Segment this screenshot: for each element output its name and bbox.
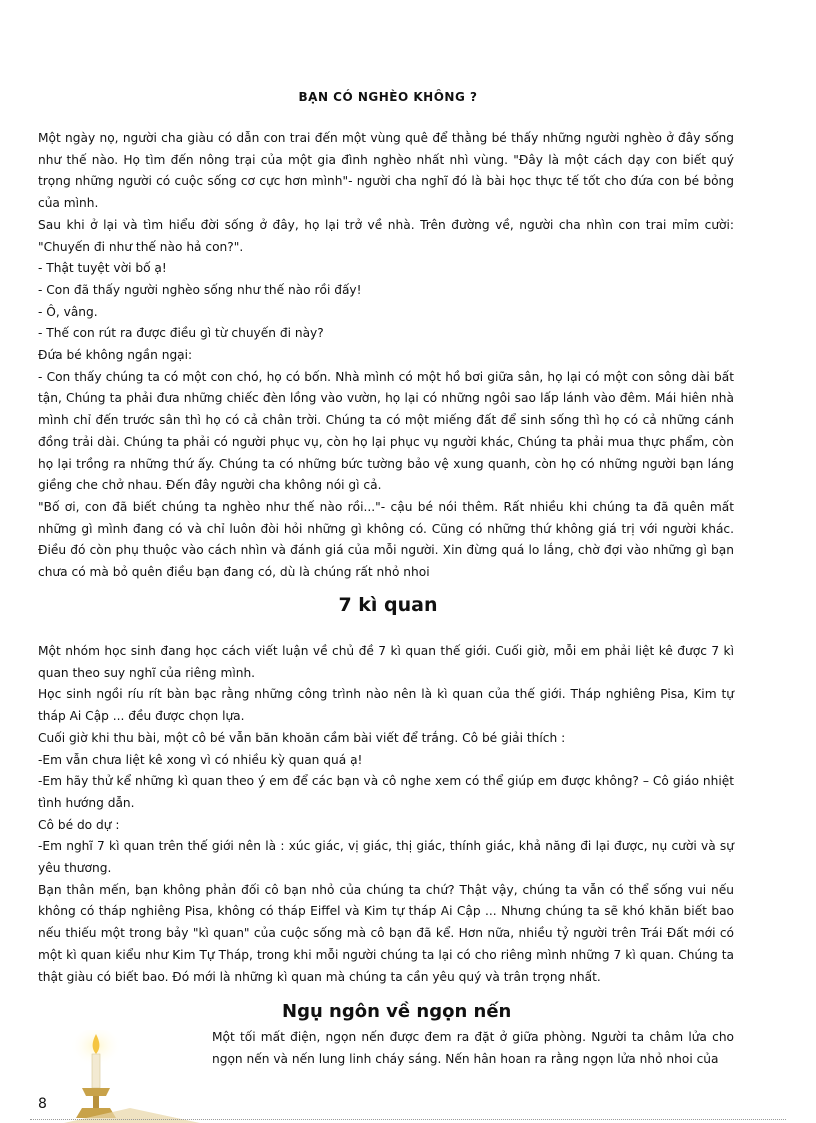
story2-paragraph: Cô bé do dự :	[38, 817, 120, 832]
story1-paragraph: Một ngày nọ, người cha giàu có dẫn con trai đến một vùng quê để thằng bé thấy những người nghèo ở đây sống như thế nào. Họ tìm đến nông trại của một gia đình nghèo nhất nhì vùng. "Đây là một cách dạy con biết quý trọng những người có cuộc sống cơ cực hơn mình"- người cha nghĩ đó là bài học thực tế tốt cho đứa con bé bỏng của mình.	[38, 131, 734, 211]
story2-paragraph: Cuối giờ khi thu bài, một cô bé vẫn băn khoăn cầm bài viết để trắng. Cô bé giải thích :	[38, 730, 566, 745]
footer-divider	[30, 1119, 786, 1120]
story1-paragraph: - Ô, vâng.	[38, 304, 98, 319]
story2-title: 7 kì quan	[338, 594, 438, 616]
story1-paragraph: - Con đã thấy người nghèo sống như thế nào rồi đấy!	[38, 282, 362, 297]
candle-holder-stem	[93, 1096, 99, 1108]
story3-paragraph: Một tối mất điện, ngọn nến được đem ra đặt ở giữa phòng. Người ta châm lửa cho ngọn nến và nến lung linh cháy sáng. Nến hân hoan ra rằng ngọn lửa nhỏ nhoi của	[212, 1030, 734, 1066]
story1-title: BẠN CÓ NGHÈO KHÔNG ?	[298, 90, 478, 104]
candle-holder-top	[82, 1088, 110, 1096]
story1-paragraph: - Thế con rút ra được điều gì từ chuyến đi này?	[38, 326, 324, 341]
story1-paragraph: Đứa bé không ngần ngại:	[38, 348, 193, 363]
story1-paragraph: - Thật tuyệt vời bố ạ!	[38, 261, 167, 276]
story1-paragraph: - Con thấy chúng ta có một con chó, họ có bốn. Nhà mình có một hồ bơi giữa sân, họ lại có một con sông dài bất tận, Chúng ta phải đưa những chiếc đèn lồng vào vườn, họ lại có những ngôi sao lấp lánh vào đêm. Mái hiên nhà mình chỉ đến trước sân thì họ có cả chân trời. Chúng ta có một miếng đất để sinh sống thì họ có cả những cánh đồng trải dài. Chúng ta phải có người phục vụ, còn họ lại phục vụ người khác, Chúng ta phải mua thực phẩm, còn họ lại trồng ra những thứ ấy. Chúng ta có những bức tường bảo vệ xung quanh, còn họ có những người bạn láng giềng che chở nhau. Đến đây người cha không nói gì cả.	[38, 369, 734, 493]
story1-body	[38, 128, 734, 584]
candle-stick	[92, 1054, 100, 1088]
story1-paragraph: "Bố ơi, con đã biết chúng ta nghèo như thế nào rồi..."- cậu bé nói thêm. Rất nhiều khi chúng ta đã quên mất những gì mình đang có và chỉ luôn đòi hỏi những gì không có. Cũng có những thứ không giá trị với người khác. Điều đó còn phụ thuộc vào cách nhìn và đánh giá của mỗi người. Xin đừng quá lo lắng, chờ đợi vào những gì bạn chưa có mà bỏ quên điều bạn đang có, dù là chúng rất nhỏ nhoi	[38, 499, 734, 580]
story2-paragraph: -Em vẫn chưa liệt kê xong vì có nhiều kỳ quan quá ạ!	[38, 752, 363, 767]
page-number: 8	[38, 1096, 47, 1112]
story2-paragraph: -Em hãy thử kể những kì quan theo ý em để các bạn và cô nghe xem có thể giúp em được không? – Cô giáo nhiệt tình hướng dẫn.	[38, 774, 734, 810]
story1-paragraph: Sau khi ở lại và tìm hiểu đời sống ở đây, họ lại trở về nhà. Trên đường về, người cha nhìn con trai mỉm cười: "Chuyến đi như thế nào hả con?".	[38, 217, 734, 254]
story2-body	[38, 641, 734, 988]
candle-illustration-icon	[60, 1030, 200, 1123]
story2-paragraph: Một nhóm học sinh đang học cách viết luận về chủ đề 7 kì quan thế giới. Cuối giờ, mỗi em phải liệt kê được 7 kì quan theo suy nghĩ của riêng mình.	[38, 644, 734, 680]
story2-paragraph: Học sinh ngồi ríu rít bàn bạc rằng những công trình nào nên là kì quan của thế giới. Tháp nghiêng Pisa, Kim tự tháp Ai Cập ... đều được chọn lựa.	[38, 687, 734, 724]
story2-paragraph: -Em nghĩ 7 kì quan trên thế giới nên là : xúc giác, vị giác, thị giác, thính giác, khả năng đi lại được, nụ cười và sự yêu thương.	[38, 839, 734, 876]
story3-body	[212, 1027, 734, 1070]
story3-title: Ngụ ngôn về ngọn nến	[282, 1001, 512, 1022]
story2-paragraph: Bạn thân mến, bạn không phản đối cô bạn nhỏ của chúng ta chứ? Thật vậy, chúng ta vẫn có thể sống vui nếu không có tháp nghiêng Pisa, không có tháp Eiffel và Kim tự tháp Ai Cập ... Nhưng chúng ta sẽ khó khăn biết bao nếu thiếu một trong bảy "kì quan" của cuộc sống mà cô bạn đã kể. Hơn nữa, nhiều tỷ người trên Trái Đất mới có một kì quan kiểu như Kim Tự Tháp, trong khi mỗi người chúng ta lại có cho riêng mình những 7 kì quan. Chúng ta thật giàu có biết bao. Đó mới là những kì quan mà chúng ta cần yêu quý và trân trọng nhất.	[38, 882, 734, 984]
